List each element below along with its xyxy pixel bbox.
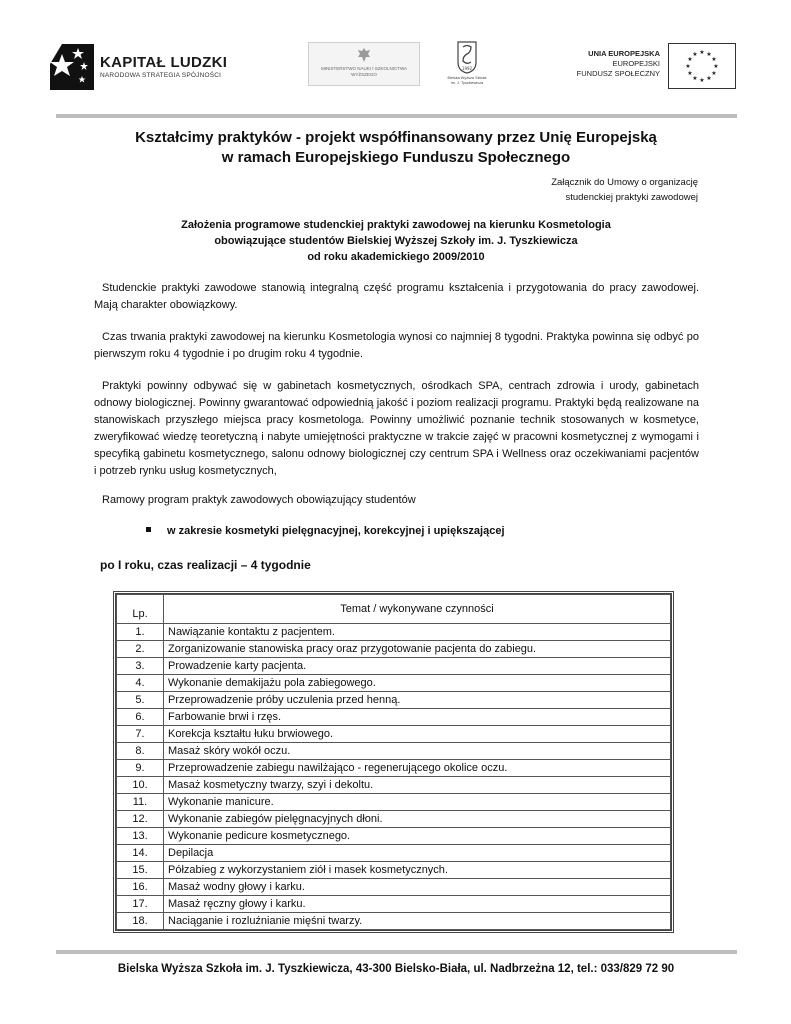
paragraph-1-text: Studenckie praktyki zawodowe stanowią integralną część programu kształcenia i przygotowania do pracy zawodowej. Mają charakter obowiązkowy. xyxy=(94,282,699,311)
table-row xyxy=(117,692,671,709)
row-number: 1. xyxy=(117,624,164,641)
eu-line1: UNIA EUROPEJSKA xyxy=(588,49,660,58)
svg-text:★: ★ xyxy=(711,70,717,77)
paragraph-2-text: Czas trwania praktyki zawodowej na kierunku Kosmetologia wynosi co najmniej 8 tygodni. Praktyka powinna się odbyć po pierwszym roku 4 tygodnie i po drugim roku 4 tygodnie. xyxy=(94,331,699,360)
table-body xyxy=(117,624,671,930)
program-subtitle xyxy=(60,217,732,265)
paragraph-4 xyxy=(94,492,699,509)
row-topic: Nawiązanie kontaktu z pacjentem. xyxy=(164,624,671,641)
row-topic: Wykonanie zabiegów pielęgnacyjnych dłoni. xyxy=(164,811,671,828)
row-number: 17. xyxy=(117,896,164,913)
svg-text:★: ★ xyxy=(706,51,712,58)
table-header-row xyxy=(117,595,671,624)
title-line1: Kształcimy praktyków - projekt współfinansowany przez Unię Europejską xyxy=(135,129,657,146)
row-topic: Wykonanie manicure. xyxy=(164,794,671,811)
bullet-square-icon xyxy=(146,527,151,532)
subtitle-line1: Założenia programowe studenckiej praktyki zawodowej na kierunku Kosmetologia xyxy=(181,219,611,231)
row-number: 5. xyxy=(117,692,164,709)
svg-text:★: ★ xyxy=(687,70,693,77)
table-row xyxy=(117,828,671,845)
footer-address: Bielska Wyższa Szkoła im. J. Tyszkiewicza, 43-300 Bielsko-Biała, ul. Nadbrzeżna 12, tel.: 033/829 72 90 xyxy=(117,963,675,975)
svg-text:★: ★ xyxy=(699,77,705,84)
table-row xyxy=(117,896,671,913)
svg-text:★: ★ xyxy=(692,75,698,82)
annex-line1: Załącznik do Umowy o organizację xyxy=(551,177,698,188)
svg-text:★: ★ xyxy=(685,63,691,70)
kapital-ludzki-subtitle: NARODOWA STRATEGIA SPÓJNOŚCI xyxy=(100,72,222,79)
ministry-logo xyxy=(308,42,420,86)
annex-line2: studenckiej praktyki zawodowej xyxy=(565,192,698,203)
svg-text:★: ★ xyxy=(713,63,719,70)
row-number: 3. xyxy=(117,658,164,675)
row-topic: Depilacja xyxy=(164,845,671,862)
row-number: 18. xyxy=(117,913,164,930)
table-row xyxy=(117,675,671,692)
header-divider xyxy=(56,114,737,118)
paragraph-3 xyxy=(94,378,699,480)
scope-bullet-text: w zakresie kosmetyki pielęgnacyjnej, korekcyjnej i upiększającej xyxy=(167,525,505,537)
row-number: 11. xyxy=(117,794,164,811)
svg-text:★: ★ xyxy=(699,49,705,56)
row-number: 13. xyxy=(117,828,164,845)
title-line2: w ramach Europejskiego Funduszu Społecznego xyxy=(221,149,571,166)
row-number: 6. xyxy=(117,709,164,726)
row-topic: Prowadzenie karty pacjenta. xyxy=(164,658,671,675)
table-row xyxy=(117,845,671,862)
row-number: 2. xyxy=(117,641,164,658)
kapital-ludzki-logo xyxy=(48,42,96,92)
ministry-text: MINISTERSTWO NAUKI I SZKOLNICTWA WYŻSZEGO xyxy=(320,66,408,77)
row-number: 4. xyxy=(117,675,164,692)
row-topic: Przeprowadzenie zabiegu nawilżająco - regenerującego okolice oczu. xyxy=(164,760,671,777)
row-topic: Zorganizowanie stanowiska pracy oraz przygotowanie pacjenta do zabiegu. xyxy=(164,641,671,658)
annex-note xyxy=(450,175,698,205)
row-topic: Masaż wodny głowy i karku. xyxy=(164,879,671,896)
row-number: 7. xyxy=(117,726,164,743)
row-topic: Masaż ręczny głowy i karku. xyxy=(164,896,671,913)
table-row xyxy=(117,726,671,743)
table-row xyxy=(117,913,671,930)
row-topic: Wykonanie pedicure kosmetycznego. xyxy=(164,828,671,845)
row-topic: Przeprowadzenie próby uczulenia przed henną. xyxy=(164,692,671,709)
school-logo xyxy=(444,40,490,92)
eu-flag-icon xyxy=(668,43,736,89)
eu-fund-text xyxy=(560,49,660,79)
eu-line3: FUNDUSZ SPOŁECZNY xyxy=(576,69,660,78)
row-number: 9. xyxy=(117,760,164,777)
paragraph-1 xyxy=(94,280,699,314)
table-row xyxy=(117,743,671,760)
table-row xyxy=(117,641,671,658)
paragraph-3-text: Praktyki powinny odbywać się w gabinetach kosmetycznych, ośrodkach SPA, centrach zdrowia i urody, gabinetach odnowy biologicznej. Powinny gwarantować odpowiednią jakość i poziom realizacji programu. Praktyki będą realizowane na stanowiskach przyszłego miejsca pracy kosmetologa. Powinny umożliwić poznanie technik stosowanych w kosmetyce, zweryfikować wiedzę teoretyczną i nabyte umiejętności praktyczne w trakcie zajęć w pracowni kosmetycznej z wymogami i specyfiką gabinetu kosmetycznego, salonu odnowy biologicznej czy centrum SPA i Wellness oraz oczekiwaniami pacjentów i potrzeb rynku usług kosmetycznych, xyxy=(94,380,699,477)
row-number: 8. xyxy=(117,743,164,760)
column-header-lp: Lp. xyxy=(117,595,164,624)
row-topic: Masaż skóry wokół oczu. xyxy=(164,743,671,760)
page-header xyxy=(0,0,791,118)
table-row xyxy=(117,624,671,641)
document-title xyxy=(60,128,732,168)
row-topic: Korekcja kształtu łuku brwiowego. xyxy=(164,726,671,743)
scope-bullet xyxy=(146,525,505,537)
program-table xyxy=(113,591,674,933)
column-header-topic: Temat / wykonywane czynności xyxy=(164,595,671,624)
table-row xyxy=(117,760,671,777)
paragraph-2 xyxy=(94,329,699,363)
school-seal-icon xyxy=(455,40,479,74)
table-row xyxy=(117,879,671,896)
table-row xyxy=(117,709,671,726)
row-topic: Półzabieg z wykorzystaniem ziół i masek kosmetycznych. xyxy=(164,862,671,879)
row-number: 15. xyxy=(117,862,164,879)
svg-text:★: ★ xyxy=(687,56,693,63)
table-row xyxy=(117,862,671,879)
row-topic: Farbowanie brwi i rzęs. xyxy=(164,709,671,726)
school-logo-text-line2: im. J. Tyszkiewicza xyxy=(450,81,484,85)
table-row xyxy=(117,777,671,794)
svg-text:★: ★ xyxy=(692,51,698,58)
table-row xyxy=(117,794,671,811)
row-number: 10. xyxy=(117,777,164,794)
eagle-icon xyxy=(357,47,371,63)
school-logo-year: 1992 xyxy=(461,66,473,71)
svg-text:★: ★ xyxy=(706,75,712,82)
school-logo-text xyxy=(444,76,490,86)
row-number: 14. xyxy=(117,845,164,862)
svg-text:★: ★ xyxy=(711,56,717,63)
row-topic: Masaż kosmetyczny twarzy, szyi i dekoltu. xyxy=(164,777,671,794)
school-logo-text-line1: Bielska Wyższa Szkoła xyxy=(447,76,487,80)
row-topic: Naciąganie i rozluźnianie mięśni twarzy. xyxy=(164,913,671,930)
eu-line2: EUROPEJSKI xyxy=(612,59,660,68)
subtitle-line3: od roku akademickiego 2009/2010 xyxy=(307,251,485,263)
subtitle-line2: obowiązujące studentów Bielskiej Wyższej Szkoły im. J. Tyszkiewicza xyxy=(214,235,578,247)
kapital-ludzki-title: KAPITAŁ LUDZKI xyxy=(100,54,228,71)
table-row xyxy=(117,811,671,828)
row-topic: Wykonanie demakijażu pola zabiegowego. xyxy=(164,675,671,692)
row-number: 16. xyxy=(117,879,164,896)
paragraph-4-text: Ramowy program praktyk zawodowych obowiązujący studentów xyxy=(102,494,416,506)
row-number: 12. xyxy=(117,811,164,828)
table-row xyxy=(117,658,671,675)
footer-divider xyxy=(56,950,737,954)
year-heading: po I roku, czas realizacji – 4 tygodnie xyxy=(100,558,311,572)
